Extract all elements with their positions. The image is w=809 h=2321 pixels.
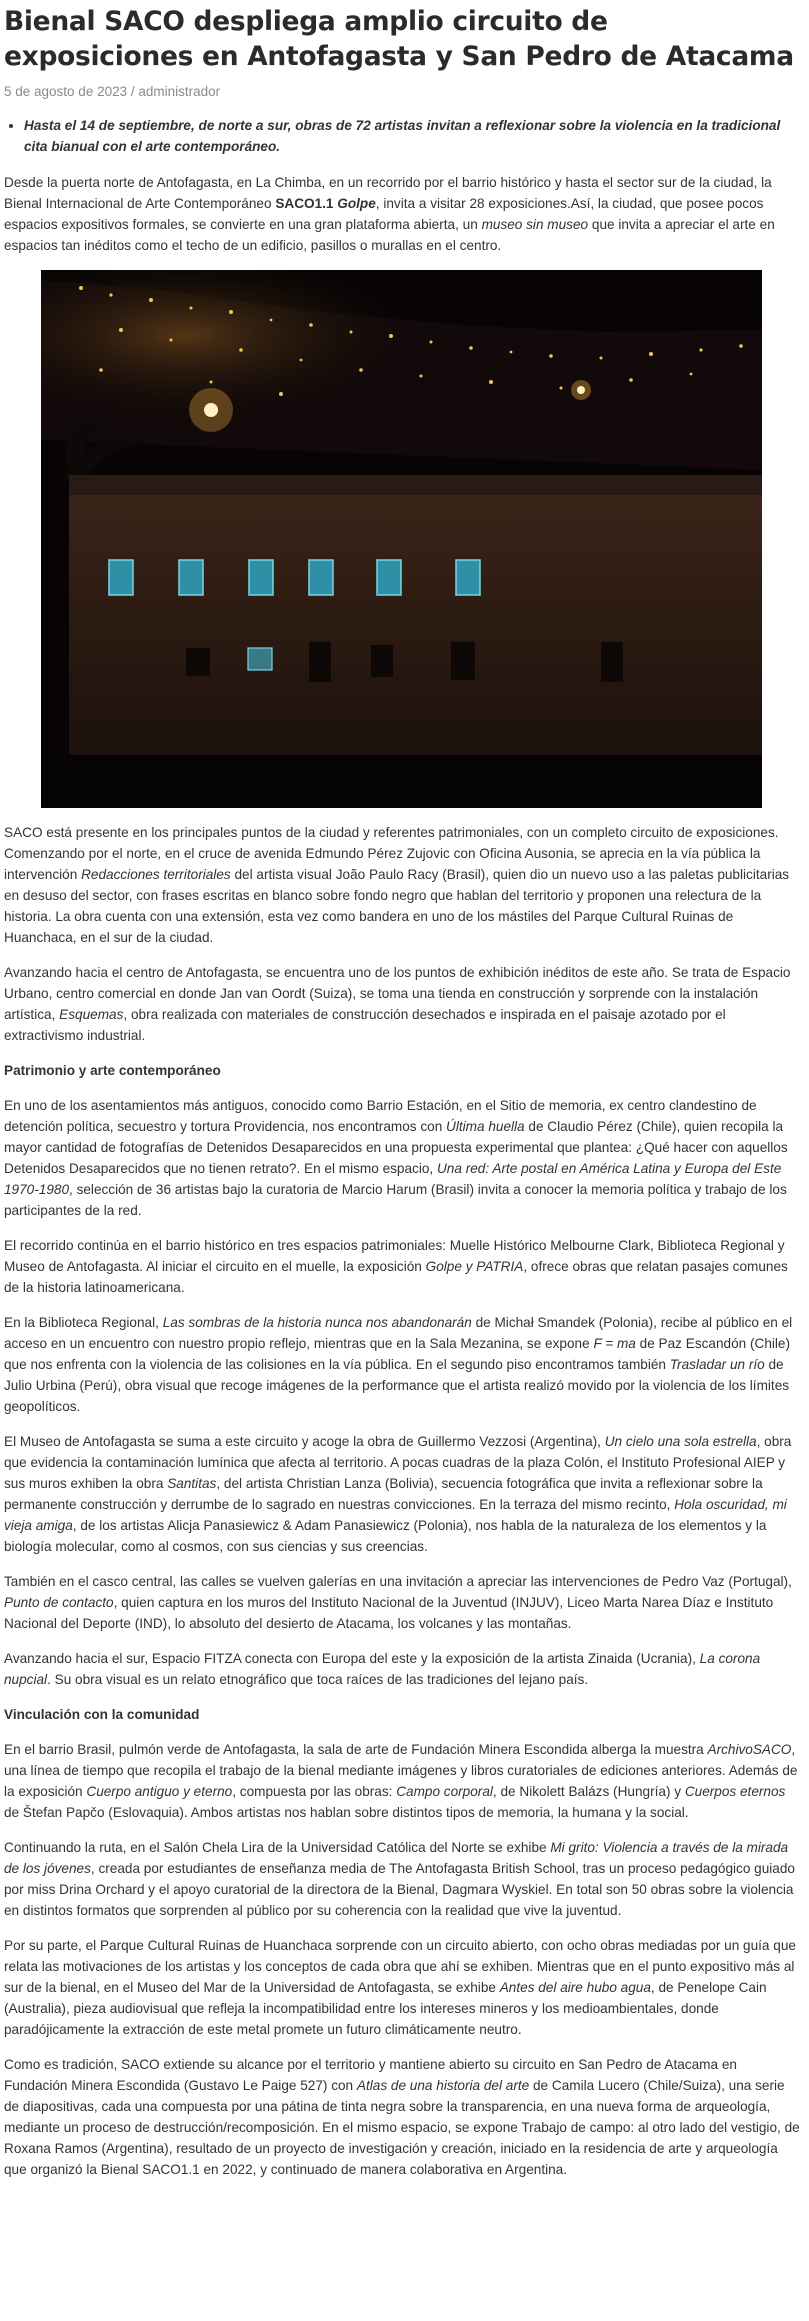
- paragraph: En uno de los asentamientos más antiguos, conocido como Barrio Estación, en el Sitio de memoria, ex centro clandestino de detención política, secuestro y tortura Providencia, nos encontramos con Última huella de Claudio Pérez (Chile), quien recopila la mayor cantidad de fotografías de Detenidos Desaparecidos en una propuesta experimental que plantea: ¿Qué hacer con aquellos Detenidos Desaparecidos que no tienen retrato?. En el mismo espacio, Una red: Arte postal en América Latina y Europa del Este 1970-1980, selección de 36 artistas bajo la curatoria de Marcio Harum (Brasil) invita a conocer la memoria política y trabajo de los participantes de la red.: [4, 1098, 788, 1218]
- paragraph: El recorrido continúa en el barrio histórico en tres espacios patrimoniales: Muelle Histórico Melbourne Clark, Biblioteca Regional y Museo de Antofagasta. Al iniciar el circuito en el muelle, la exposición Golpe y PATRIA, ofrece obras que relatan pasajes comunes de la historia latinoamericana.: [4, 1238, 788, 1295]
- paragraph: En la Biblioteca Regional, Las sombras de la historia nunca nos abandonarán de Michał Smandek (Polonia), recibe al público en el acceso en un encuentro con nuestro propio reflejo, mientras que en la Sala Mezanina, se expone F = ma de Paz Escandón (Chile) que nos enfrenta con la violencia de las colisiones en la vía pública. En el segundo piso encontramos también Trasladar un río de Julio Urbina (Perú), obra visual que recoge imágenes de la performance que el artista realizó movido por la violencia de los límites geopolíticos.: [4, 1315, 793, 1414]
- paragraph: Avanzando hacia el centro de Antofagasta, se encuentra uno de los puntos de exhibición inéditos de este año. Se trata de Espacio Urbano, centro comercial en donde Jan van Oordt (Suiza), se toma una tienda en construcción y sorprende con la instalación artística, Esquemas, obra realizada con materiales de construcción desechados e inspirada en el paisaje azotado por el extractivismo industrial.: [4, 965, 791, 1043]
- meta-separator: /: [127, 84, 139, 99]
- article-title: Bienal SACO despliega amplio circuito de exposiciones en Antofagasta y San Pedro de Atacama: [4, 6, 794, 72]
- paragraph: Como es tradición, SACO extiende su alcance por el territorio y mantiene abierto su circuito en San Pedro de Atacama en Fundación Minera Escondida (Gustavo Le Paige 527) con Atlas de una historia del arte de Camila Lucero (Chile/Suiza), una serie de diapositivas, cada una compuesta por una pátina de tinta negra sobre la transparencia, en una nueva forma de arqueología, mediante un proceso de destrucción/recomposición. En el mismo espacio, se expone Trabajo de campo: al otro lado del vestigio, de Roxana Ramos (Argentina), resultado de un proyecto de investigación y creación, iniciado en la residencia de arte y arqueología que organizó la Bienal SACO1.1 en 2022, y continuado de manera colaborativa en Argentina.: [4, 2057, 800, 2177]
- paragraph: También en el casco central, las calles se vuelven galerías en una invitación a apreciar las intervenciones de Pedro Vaz (Portugal), Punto de contacto, quien captura en los muros del Instituto Nacional de la Juventud (INJUV), Liceo Marta Narea Díaz e Instituto Nacional del Deporte (IND), lo absoluto del desierto de Atacama, los volcanes y las montañas.: [4, 1574, 792, 1631]
- post-date-link[interactable]: 5 de agosto de 2023: [4, 84, 128, 99]
- author-link[interactable]: administrador: [138, 84, 221, 99]
- paragraph: Avanzando hacia el sur, Espacio FITZA conecta con Europa del este y la exposición de la artista Zinaida (Ucrania), La corona nupcial. Su obra visual es un relato etnográfico que toca raíces de las tradiciones del lejano país.: [4, 1651, 761, 1687]
- night-city-photo: [41, 270, 762, 808]
- paragraph: El Museo de Antofagasta se suma a este circuito y acoge la obra de Guillermo Vezzosi (Argentina), Un cielo una sola estrella, obra que evidencia la contaminación lumínica que afecta al territorio. A pocas cuadras de la plaza Colón, el Instituto Profesional AIEP y sus muros exhiben la obra Santitas, del artista Christian Lanza (Bolivia), secuencia fotográfica que invita a reflexionar sobre la permanente construcción y derrumbe de lo sagrado en nuestras convicciones. En la terraza del mismo recinto, Hola oscuridad, mi vieja amiga, de los artistas Alicja Panasiewicz & Adam Panasiewicz (Polonia), nos habla de la naturaleza de los elementos y la biología molecular, como al cosmos, con sus ciencias y sus creencias.: [4, 1434, 792, 1554]
- article: [4, 0, 803, 2180]
- summary-list: [4, 116, 803, 157]
- paragraph: En el barrio Brasil, pulmón verde de Antofagasta, la sala de arte de Fundación Minera Escondida alberga la muestra ArchivoSACO, una línea de tiempo que recopila el trabajo de la bienal mediante imágenes y libros curatoriales de ediciones anteriores. Además de la exposición Cuerpo antiguo y eterno, compuesta por las obras: Campo corporal, de Nikolett Balázs (Hungría) y Cuerpos eternos de Štefan Papčo (Eslovaquia). Ambos artistas nos hablan sobre distintos tipos de memoria, la humana y la social.: [4, 1742, 798, 1820]
- article-meta: [4, 82, 803, 102]
- summary-item: • Hasta el 14 de septiembre, de norte a sur, obras de 72 artistas invitan a reflexionar sobre la violencia en la tradicional cita bianual con el arte contemporáneo.: [24, 116, 803, 157]
- intro-paragraph: Desde la puerta norte de Antofagasta, en La Chimba, en un recorrido por el barrio histórico y hasta el sector sur de la ciudad, la Bienal Internacional de Arte Contemporáneo SACO1.1 Golpe, invita a visitar 28 exposiciones.Así, la ciudad, que posee pocos espacios expositivos formales, se convierte en una gran plataforma abierta, un museo sin museo que invita a apreciar el arte en espacios tan inéditos como el techo de un edificio, pasillos o murallas en el centro.: [4, 175, 775, 253]
- paragraph: SACO está presente en los principales puntos de la ciudad y referentes patrimoniales, con un completo circuito de exposiciones. Comenzando por el norte, en el cruce de avenida Edmundo Pérez Zujovic con Oficina Ausonia, se aprecia en la vía pública la intervención Redacciones territoriales del artista visual João Paulo Racy (Brasil), quien dio un nuevo uso a las paletas publicitarias en desuso del sector, con frases escritas en blanco sobre fondo negro que hablan del territorio y proponen una relectura de la historia. La obra cuenta con una extensión, esta vez como bandera en uno de los mástiles del Parque Cultural Ruinas de Huanchaca, en el sur de la ciudad.: [4, 825, 790, 945]
- paragraph: Continuando la ruta, en el Salón Chela Lira de la Universidad Católica del Norte se exhibe Mi grito: Violencia a través de la mirada de los jóvenes, creada por estudiantes de enseñanza media de The Antofagasta British School, tras un proceso pedagógico guiado por miss Drina Orchard y el apoyo curatorial de la directora de la Bienal, Dagmara Wyskiel. En total son 50 obras sobre la violencia en distintos formatos que sorprenden al público por su coherencia con la realidad que vive la juventud.: [4, 1840, 795, 1918]
- section-heading: Patrimonio y arte contemporáneo: [4, 1063, 221, 1078]
- section-heading: Vinculación con la comunidad: [4, 1707, 200, 1722]
- paragraph: Por su parte, el Parque Cultural Ruinas de Huanchaca sorprende con un circuito abierto, con ocho obras mediadas por un guía que relata las motivaciones de los artistas y los conceptos de cada obra que ahí se exhiben. Mientras que en el punto expositivo más al sur de la bienal, en el Museo del Mar de la Universidad de Antofagasta, se exhibe Antes del aire hubo agua, de Penelope Cain (Australia), pieza audiovisual que refleja la incompatibilidad entre los intereses mineros y los medioambientales, donde paradójicamente la extracción de este metal promete un futuro climáticamente neutro.: [4, 1938, 796, 2037]
